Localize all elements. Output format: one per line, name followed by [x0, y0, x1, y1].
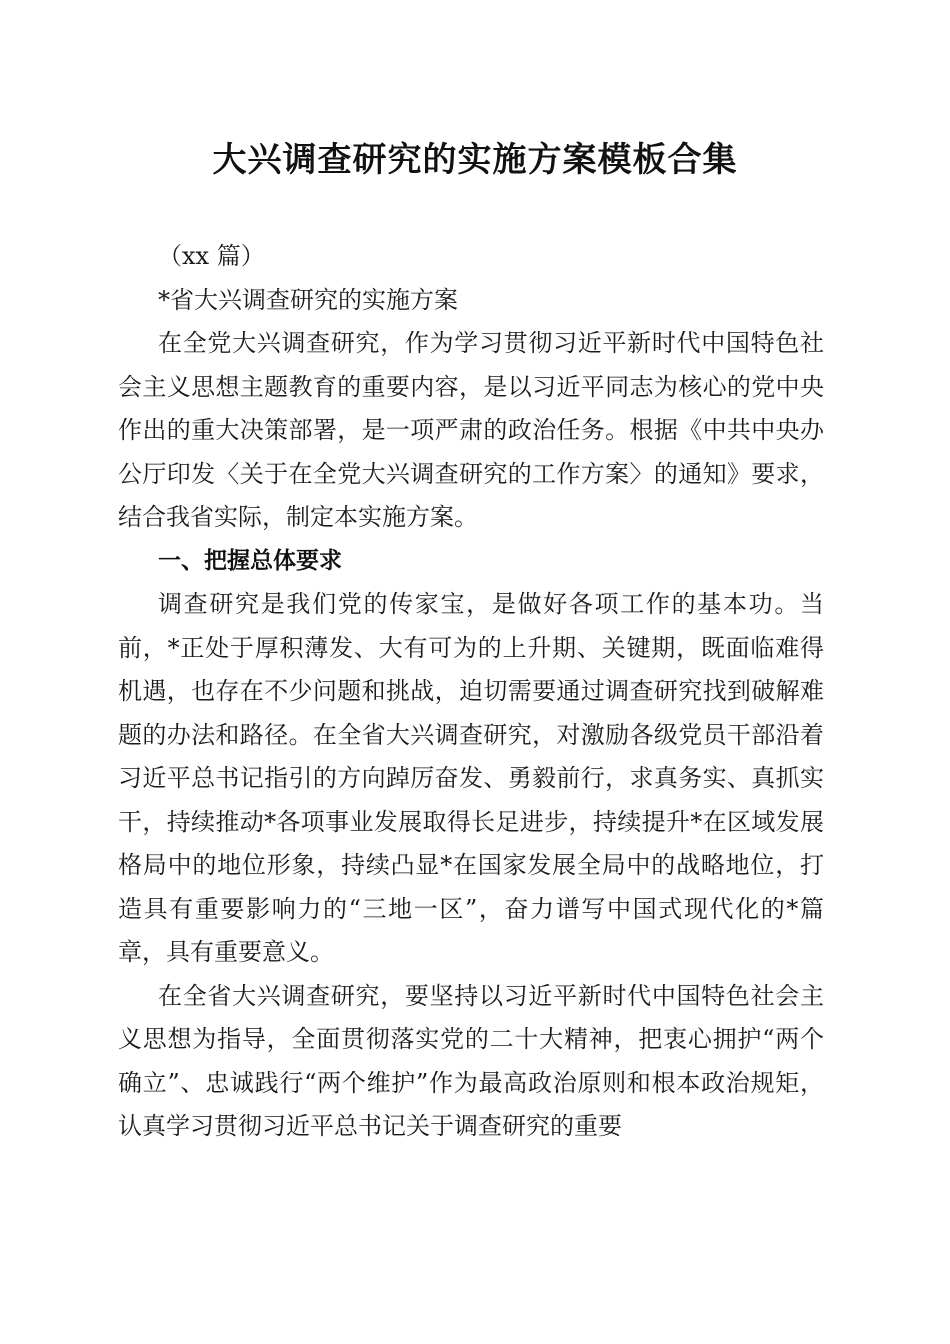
section-paragraph: 在全省大兴调查研究，要坚持以习近平新时代中国特色社会主义思想为指导，全面贯彻落实党的二十大精神，把衷心拥护“两个确立”、忠诚践行“两个维护”作为最高政治原则和根本政治规矩，认真学习贯彻习近平总书记关于调查研究的重要 [118, 981, 824, 1140]
doc-name: *省大兴调查研究的实施方案 [158, 285, 458, 314]
document-body [118, 235, 824, 1149]
section-paragraph: 调查研究是我们党的传家宝，是做好各项工作的基本功。当前，*正处于厚积薄发、大有可为的上升期、关键期，既面临难得机遇，也存在不少问题和挑战，迫切需要通过调查研究找到破解难题的办法和路径。在全省大兴调查研究，对激励各级党员干部沿着习近平总书记指引的方向踔厉奋发、勇毅前行，求真务实、真抓实干，持续推动*各项事业发展取得长足进步，持续提升*在区域发展格局中的地位形象，持续凸显*在国家发展全局中的战略地位，打造具有重要影响力的“三地一区”，奋力谱写中国式现代化的*篇章，具有重要意义。 [118, 590, 824, 966]
intro-paragraph: 在全党大兴调查研究，作为学习贯彻习近平新时代中国特色社会主义思想主题教育的重要内容，是以习近平同志为核心的党中央作出的重大决策部署，是一项严肃的政治任务。根据《中共中央办公厅印发〈关于在全党大兴调查研究的工作方案〉的通知》要求，结合我省实际，制定本实施方案。 [118, 329, 824, 531]
subtitle-count: （xx 篇） [158, 242, 265, 270]
section-heading: 一、把握总体要求 [158, 547, 342, 574]
document-title: 大兴调查研究的实施方案模板合集 [212, 140, 738, 180]
